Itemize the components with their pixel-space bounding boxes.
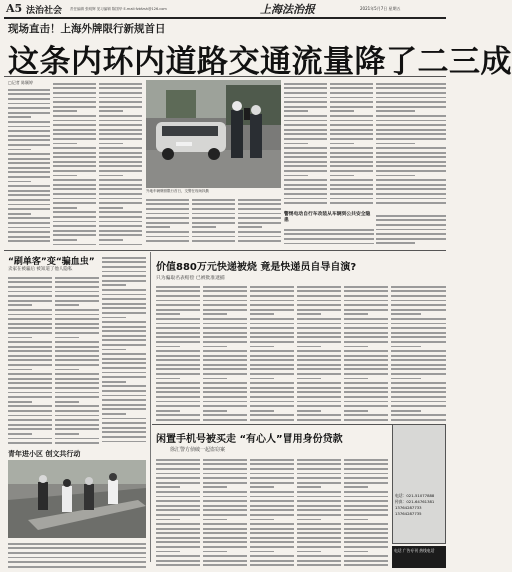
date-line: 2021年5月7日 星期五	[360, 6, 401, 11]
story1-col6	[376, 80, 446, 208]
section-title: 法治社会	[26, 6, 63, 16]
story1-col10	[376, 212, 446, 248]
story1-rule	[4, 76, 446, 77]
story1-byline: □记者 陈颖婷	[8, 80, 34, 85]
volunteers-photo	[8, 460, 146, 538]
story5-subhead: 徐汇警方侦破一起盗窃案	[170, 447, 226, 453]
story5-col5	[344, 456, 388, 568]
story1-col4	[284, 80, 327, 208]
story1-col7	[146, 196, 189, 246]
story1-col5	[330, 80, 373, 208]
story3-headline: 价值880万元快递被烧 竟是快递员自导自演?	[156, 262, 357, 273]
ad-phone-1: 电话：021-51077888	[395, 493, 435, 498]
ad-phone-2: 传真：021-64761381	[395, 499, 435, 504]
divider-left	[150, 252, 151, 562]
sidebar1-headline: 警惕电动自行车改装从车辆到公共安全隐患	[284, 212, 371, 223]
story3-subhead: 只为骗取名表赔偿 已被批准逮捕	[156, 276, 225, 281]
story4-body	[8, 540, 146, 568]
story3-col3	[250, 283, 294, 421]
masthead	[0, 0, 450, 18]
story2-col1	[8, 274, 52, 446]
story1-bottom-rule	[4, 250, 446, 251]
story1-headline: 这条内环内道路交通流量降了二三成	[8, 44, 512, 80]
ad-phone-3: 13764287733	[395, 505, 422, 510]
masthead-rule	[4, 17, 446, 19]
page-code: A5	[6, 2, 23, 15]
sidebar1-body	[284, 226, 374, 248]
ad-footer: 电话 广告专刊 热线电话	[392, 546, 446, 568]
story5-col3	[250, 456, 294, 568]
story3-col2	[203, 283, 247, 421]
story5-headline: 闲置手机号被买走 “有心人”冒用身份贷款	[156, 434, 343, 445]
story1-col8	[192, 196, 235, 246]
story3-col5	[344, 283, 388, 421]
story1-kicker: 现场直击！上海外牌限行新规首日	[8, 23, 166, 35]
story1-col2	[53, 80, 96, 246]
story3-col6	[391, 283, 446, 421]
story1-photo-caption: 外地车辆牌照限行首日，交警在现场执勤	[146, 189, 209, 193]
editor-line: 责任编辑 张明辉 见习编辑 陈国华 E-mail:fzbfzsh@126.com	[70, 7, 167, 11]
ad-phone-4: 13764287735	[395, 511, 422, 516]
story5-col1	[156, 456, 200, 568]
story2-subhead: 卖家在被骗后 被知道了他人隐私	[8, 267, 73, 272]
story1-photo	[146, 80, 281, 188]
story5-col4	[297, 456, 341, 568]
story4-headline: 青年进小区 创文共行动	[8, 450, 81, 458]
story1-col3	[99, 80, 142, 246]
story1-col1	[8, 86, 50, 246]
story4-photo	[8, 460, 146, 538]
story2-headline: “刷单客”变“骗血虫”	[8, 257, 95, 267]
story3-col1	[156, 283, 200, 421]
story5-col2	[203, 456, 247, 568]
story1-col9	[238, 196, 281, 246]
story2-col2	[55, 274, 99, 446]
street-photo	[146, 80, 281, 188]
story5-rule	[152, 424, 392, 425]
ad-block	[392, 424, 446, 544]
newspaper-name: 上海法治报	[260, 3, 315, 16]
story2-col3	[102, 254, 146, 446]
story3-col4	[297, 283, 341, 421]
